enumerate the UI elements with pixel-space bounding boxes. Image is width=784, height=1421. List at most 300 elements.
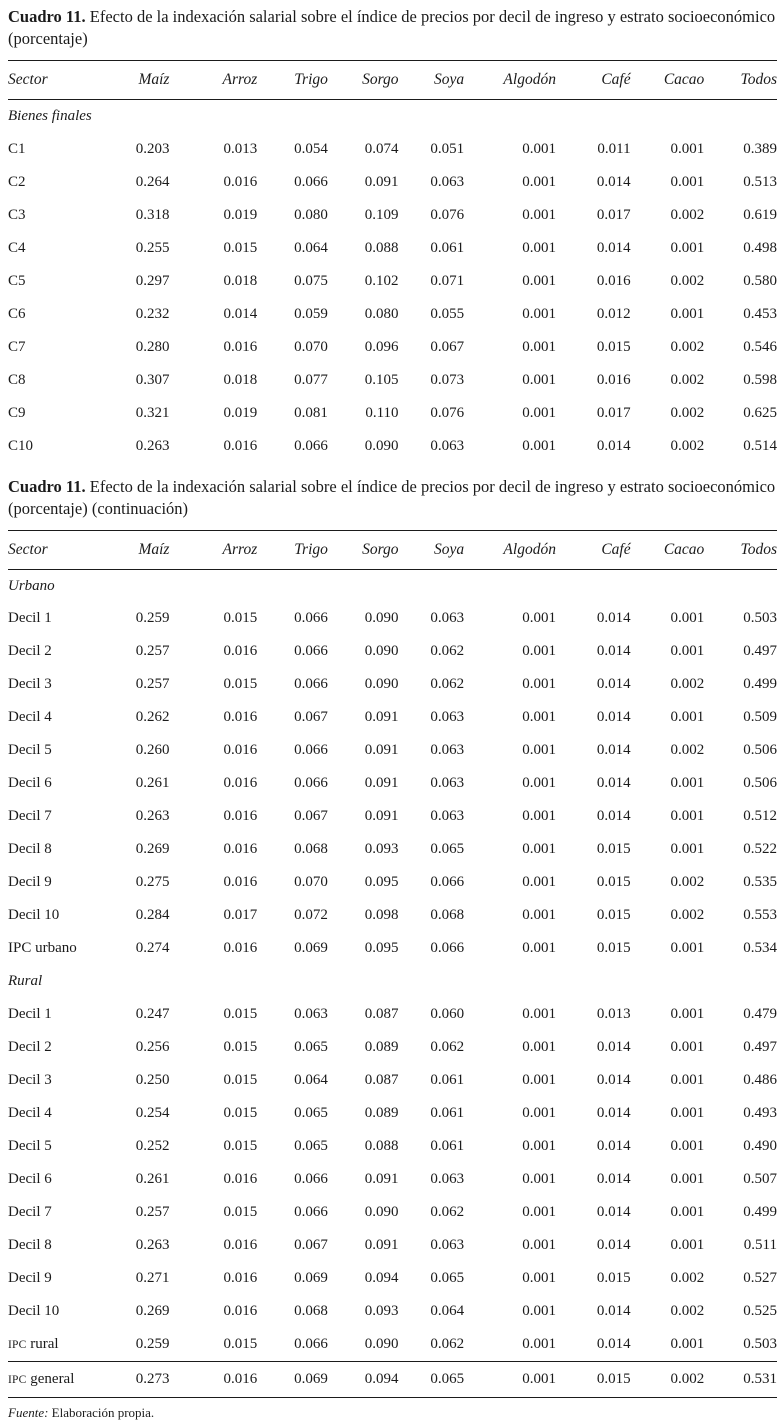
value-cell: 0.001: [670, 239, 705, 256]
value-cell: 0.094: [328, 1361, 399, 1397]
value-cell: 0.016: [596, 272, 631, 289]
row-label-cell: C7: [8, 338, 26, 355]
value-cell: 0.522: [743, 841, 777, 858]
value-cell: 0.016: [223, 1303, 258, 1320]
value-cell: 0.063: [430, 1237, 465, 1254]
value-cell: 0.259: [135, 1336, 170, 1353]
data-row: [8, 734, 777, 767]
value-cell: 0.015: [223, 1138, 258, 1155]
row-label-cell: Decil 5: [8, 1138, 52, 1155]
value-cell: 0.018: [223, 272, 258, 289]
value-cell: 0.531: [704, 1361, 777, 1397]
value-cell: 0.016: [223, 643, 258, 660]
row-label-cell: Decil 3: [8, 1072, 52, 1089]
value-cell: 0.001: [670, 1336, 705, 1353]
row-label-cell: C5: [8, 272, 26, 289]
value-cell: 0.019: [223, 404, 258, 421]
value-cell: 0.001: [522, 775, 556, 792]
table1-table: [8, 60, 777, 463]
value-cell: 0.018: [223, 371, 258, 388]
value-cell: 0.014: [596, 610, 631, 627]
value-cell: 0.001: [522, 1303, 556, 1320]
value-cell: 0.067: [294, 1237, 328, 1254]
value-cell: 0.061: [430, 1072, 465, 1089]
value-cell: 0.063: [430, 437, 465, 454]
table-head: [8, 530, 777, 569]
value-cell: 0.012: [596, 305, 631, 322]
row-label-smallcaps: IPC: [8, 1339, 27, 1352]
value-cell: 0.061: [430, 1138, 465, 1155]
table-body: [8, 100, 777, 463]
column-header: Soya: [399, 61, 465, 100]
value-cell: 0.001: [670, 140, 705, 157]
data-row: [8, 1196, 777, 1229]
row-label-cell: C10: [8, 437, 34, 454]
row-label-cell: Decil 4: [8, 1105, 52, 1122]
data-row: [8, 1262, 777, 1295]
value-cell: 0.061: [430, 239, 465, 256]
value-cell: 0.065: [399, 1361, 465, 1397]
value-cell: 0.264: [135, 173, 170, 190]
value-cell: 0.252: [135, 1138, 170, 1155]
value-cell: 0.260: [135, 742, 170, 759]
value-cell: 0.580: [743, 272, 777, 289]
value-cell: 0.068: [430, 907, 465, 924]
value-cell: 0.014: [596, 1072, 631, 1089]
table2-table: [8, 530, 777, 1398]
section-row: [8, 100, 777, 133]
value-cell: 0.318: [135, 206, 170, 223]
value-cell: 0.002: [670, 206, 705, 223]
value-cell: 0.011: [597, 140, 631, 157]
value-cell: 0.001: [522, 1006, 556, 1023]
value-cell: 0.247: [135, 1006, 170, 1023]
value-cell: 0.625: [743, 404, 777, 421]
section-label: Bienes finales: [8, 107, 92, 124]
value-cell: 0.497: [743, 643, 777, 660]
value-cell: 0.001: [522, 1270, 556, 1287]
value-cell: 0.321: [135, 404, 170, 421]
section-row: [8, 569, 777, 602]
value-cell: 0.015: [596, 338, 631, 355]
value-cell: 0.015: [596, 940, 631, 957]
value-cell: 0.064: [294, 1072, 328, 1089]
value-cell: 0.070: [294, 338, 328, 355]
value-cell: 0.066: [294, 1171, 328, 1188]
data-row: [8, 166, 777, 199]
data-row: [8, 1064, 777, 1097]
data-row: [8, 1163, 777, 1196]
value-cell: 0.069: [294, 940, 328, 957]
value-cell: 0.094: [364, 1270, 399, 1287]
value-cell: 0.002: [670, 404, 705, 421]
value-cell: 0.095: [364, 874, 399, 891]
value-cell: 0.062: [430, 676, 465, 693]
value-cell: 0.016: [223, 841, 258, 858]
value-cell: 0.002: [670, 371, 705, 388]
section-label: Rural: [8, 973, 43, 990]
value-cell: 0.263: [135, 437, 170, 454]
value-cell: 0.001: [522, 1138, 556, 1155]
value-cell: 0.017: [223, 907, 258, 924]
column-header: Algodón: [464, 61, 556, 100]
value-cell: 0.016: [223, 808, 258, 825]
row-label-cell: C6: [8, 305, 26, 322]
value-cell: 0.088: [364, 239, 399, 256]
data-row: [8, 635, 777, 668]
column-header: Cacao: [631, 530, 705, 569]
value-cell: 0.014: [596, 173, 631, 190]
table-body: [8, 569, 777, 1397]
data-row: [8, 1130, 777, 1163]
value-cell: 0.001: [522, 808, 556, 825]
value-cell: 0.013: [223, 140, 258, 157]
data-row: [8, 298, 777, 331]
value-cell: 0.001: [522, 874, 556, 891]
value-cell: 0.001: [522, 940, 556, 957]
data-row: [8, 133, 777, 166]
value-cell: 0.001: [670, 1171, 705, 1188]
value-cell: 0.503: [743, 1336, 777, 1353]
column-header: Café: [556, 61, 631, 100]
value-cell: 0.001: [670, 1138, 705, 1155]
column-header: Sector: [8, 530, 124, 569]
value-cell: 0.016: [223, 437, 258, 454]
row-label-cell: Decil 9: [8, 1270, 52, 1287]
value-cell: 0.072: [294, 907, 328, 924]
value-cell: 0.014: [596, 437, 631, 454]
source-note-text: Elaboración propia.: [48, 1404, 155, 1420]
value-cell: 0.080: [364, 305, 399, 322]
value-cell: 0.001: [522, 239, 556, 256]
value-cell: 0.088: [364, 1138, 399, 1155]
value-cell: 0.269: [135, 841, 170, 858]
value-cell: 0.507: [743, 1171, 777, 1188]
value-cell: 0.080: [294, 206, 328, 223]
value-cell: 0.257: [135, 643, 170, 660]
value-cell: 0.015: [223, 1204, 258, 1221]
value-cell: 0.001: [522, 404, 556, 421]
value-cell: 0.063: [430, 709, 465, 726]
value-cell: 0.110: [365, 404, 399, 421]
value-cell: 0.486: [743, 1072, 777, 1089]
value-cell: 0.259: [135, 610, 170, 627]
value-cell: 0.070: [294, 874, 328, 891]
value-cell: 0.001: [670, 643, 705, 660]
value-cell: 0.453: [743, 305, 777, 322]
value-cell: 0.066: [294, 775, 328, 792]
value-cell: 0.002: [670, 1303, 705, 1320]
column-header: Soya: [399, 530, 465, 569]
value-cell: 0.076: [430, 206, 465, 223]
value-cell: 0.014: [596, 1204, 631, 1221]
row-label-smallcaps: IPC: [8, 1373, 27, 1386]
value-cell: 0.280: [135, 338, 170, 355]
value-cell: 0.203: [135, 140, 170, 157]
row-label-cell: Decil 9: [8, 874, 52, 891]
value-cell: 0.499: [743, 676, 777, 693]
column-header: Sorgo: [328, 61, 399, 100]
value-cell: 0.534: [743, 940, 777, 957]
table2-title: [8, 476, 777, 520]
value-cell: 0.001: [670, 775, 705, 792]
value-cell: 0.017: [596, 206, 631, 223]
value-cell: 0.102: [364, 272, 399, 289]
value-cell: 0.091: [364, 742, 399, 759]
value-cell: 0.015: [223, 1006, 258, 1023]
value-cell: 0.511: [743, 1237, 777, 1254]
value-cell: 0.091: [364, 1237, 399, 1254]
value-cell: 0.061: [430, 1105, 465, 1122]
value-cell: 0.065: [294, 1105, 328, 1122]
value-cell: 0.001: [522, 305, 556, 322]
value-cell: 0.076: [430, 404, 465, 421]
value-cell: 0.546: [743, 338, 777, 355]
value-cell: 0.307: [135, 371, 170, 388]
value-cell: 0.098: [364, 907, 399, 924]
row-label-text: rural: [26, 1336, 59, 1353]
row-label-cell: C9: [8, 404, 26, 421]
value-cell: 0.002: [670, 742, 705, 759]
row-label-cell: Decil 1: [8, 1006, 52, 1023]
value-cell: 0.066: [294, 643, 328, 660]
value-cell: 0.017: [596, 404, 631, 421]
value-cell: 0.001: [522, 709, 556, 726]
value-cell: 0.001: [522, 610, 556, 627]
value-cell: 0.001: [522, 907, 556, 924]
value-cell: 0.014: [596, 1039, 631, 1056]
value-cell: 0.059: [294, 305, 328, 322]
data-row: [8, 397, 777, 430]
value-cell: 0.066: [430, 940, 465, 957]
value-cell: 0.066: [294, 437, 328, 454]
value-cell: 0.016: [223, 742, 258, 759]
value-cell: 0.014: [596, 1105, 631, 1122]
value-cell: 0.273: [124, 1361, 169, 1397]
value-cell: 0.002: [670, 874, 705, 891]
value-cell: 0.001: [522, 1072, 556, 1089]
value-cell: 0.001: [670, 940, 705, 957]
value-cell: 0.014: [596, 1138, 631, 1155]
row-label-cell: C8: [8, 371, 26, 388]
data-row: [8, 866, 777, 899]
value-cell: 0.091: [364, 173, 399, 190]
value-cell: 0.479: [743, 1006, 777, 1023]
value-cell: 0.054: [294, 140, 328, 157]
value-cell: 0.001: [522, 1039, 556, 1056]
value-cell: 0.109: [364, 206, 399, 223]
value-cell: 0.001: [522, 742, 556, 759]
row-label-cell: Decil 3: [8, 676, 52, 693]
value-cell: 0.066: [294, 1204, 328, 1221]
value-cell: 0.093: [364, 841, 399, 858]
value-cell: 0.066: [294, 610, 328, 627]
value-cell: 0.016: [223, 1270, 258, 1287]
value-cell: 0.063: [430, 173, 465, 190]
value-cell: 0.014: [596, 709, 631, 726]
value-cell: 0.014: [596, 808, 631, 825]
value-cell: 0.015: [596, 1270, 631, 1287]
value-cell: 0.055: [430, 305, 465, 322]
value-cell: 0.069: [257, 1361, 328, 1397]
value-cell: 0.095: [364, 940, 399, 957]
value-cell: 0.069: [294, 1270, 328, 1287]
value-cell: 0.002: [670, 907, 705, 924]
row-label-cell: Decil 5: [8, 742, 52, 759]
value-cell: 0.001: [522, 1204, 556, 1221]
column-header: Arroz: [169, 530, 257, 569]
value-cell: 0.002: [670, 272, 705, 289]
value-cell: 0.090: [364, 1336, 399, 1353]
value-cell: 0.001: [670, 1105, 705, 1122]
value-cell: 0.553: [743, 907, 777, 924]
value-cell: 0.001: [522, 272, 556, 289]
value-cell: 0.091: [364, 709, 399, 726]
value-cell: 0.002: [631, 1361, 705, 1397]
data-row: [8, 1097, 777, 1130]
value-cell: 0.001: [670, 1204, 705, 1221]
row-label-cell: Decil 4: [8, 709, 52, 726]
value-cell: 0.014: [223, 305, 258, 322]
value-cell: 0.064: [430, 1303, 465, 1320]
value-cell: 0.509: [743, 709, 777, 726]
value-cell: 0.068: [294, 1303, 328, 1320]
value-cell: 0.066: [294, 742, 328, 759]
value-cell: 0.089: [364, 1039, 399, 1056]
data-row: [8, 232, 777, 265]
section-label: Urbano: [8, 577, 55, 594]
row-label-text: general: [26, 1370, 75, 1387]
value-cell: 0.062: [430, 643, 465, 660]
value-cell: 0.001: [522, 1171, 556, 1188]
value-cell: 0.060: [430, 1006, 465, 1023]
value-cell: 0.013: [596, 1006, 631, 1023]
value-cell: 0.014: [596, 676, 631, 693]
value-cell: 0.503: [743, 610, 777, 627]
source-note: [8, 1405, 777, 1421]
value-cell: 0.087: [364, 1072, 399, 1089]
value-cell: 0.065: [430, 1270, 465, 1287]
value-cell: 0.001: [464, 1361, 556, 1397]
value-cell: 0.001: [670, 709, 705, 726]
value-cell: 0.001: [522, 643, 556, 660]
value-cell: 0.091: [364, 1171, 399, 1188]
value-cell: 0.090: [364, 437, 399, 454]
value-cell: 0.073: [430, 371, 465, 388]
value-cell: 0.090: [364, 610, 399, 627]
value-cell: 0.016: [223, 338, 258, 355]
data-row: [8, 932, 777, 965]
value-cell: 0.263: [135, 808, 170, 825]
value-cell: 0.001: [670, 808, 705, 825]
value-cell: 0.015: [223, 610, 258, 627]
value-cell: 0.001: [522, 140, 556, 157]
value-cell: 0.015: [596, 874, 631, 891]
value-cell: 0.001: [522, 206, 556, 223]
value-cell: 0.263: [135, 1237, 170, 1254]
value-cell: 0.063: [430, 610, 465, 627]
value-cell: 0.619: [743, 206, 777, 223]
value-cell: 0.506: [743, 742, 777, 759]
value-cell: 0.063: [294, 1006, 328, 1023]
value-cell: 0.016: [223, 1237, 258, 1254]
column-header: Algodón: [464, 530, 556, 569]
row-label-cell: Decil 1: [8, 610, 52, 627]
row-label-cell: Decil 2: [8, 643, 52, 660]
data-row: [8, 800, 777, 833]
value-cell: 0.014: [596, 742, 631, 759]
value-cell: 0.002: [670, 437, 705, 454]
value-cell: 0.275: [135, 874, 170, 891]
value-cell: 0.257: [135, 676, 170, 693]
value-cell: 0.514: [743, 437, 777, 454]
table2-title-label: Cuadro 11.: [8, 476, 86, 496]
header-row: [8, 530, 777, 569]
value-cell: 0.016: [223, 940, 258, 957]
value-cell: 0.015: [223, 1336, 258, 1353]
value-cell: 0.066: [294, 676, 328, 693]
value-cell: 0.090: [364, 676, 399, 693]
value-cell: 0.002: [670, 676, 705, 693]
value-cell: 0.261: [135, 1171, 170, 1188]
row-label-cell: Decil 10: [8, 1303, 60, 1320]
table2-title-text: Efecto de la indexación salarial sobre el índice de precios por decil de ingreso y estrato socioeconómico (porcentaje) (continuación): [8, 476, 776, 518]
source-note-label: Fuente:: [8, 1404, 49, 1420]
value-cell: 0.015: [556, 1361, 631, 1397]
value-cell: 0.513: [743, 173, 777, 190]
value-cell: 0.087: [364, 1006, 399, 1023]
data-row: [8, 602, 777, 635]
value-cell: 0.066: [294, 173, 328, 190]
value-cell: 0.261: [135, 775, 170, 792]
table1-title-text: Efecto de la indexación salarial sobre el índice de precios por decil de ingreso y estrato socioeconómico (porcentaje): [8, 7, 776, 49]
row-label-cell: Decil 7: [8, 808, 52, 825]
row-label-cell: Decil 7: [8, 1204, 52, 1221]
row-label-cell: C3: [8, 206, 26, 223]
value-cell: 0.001: [670, 1072, 705, 1089]
value-cell: 0.262: [135, 709, 170, 726]
table-head: [8, 61, 777, 100]
value-cell: 0.066: [430, 874, 465, 891]
value-cell: 0.014: [596, 1237, 631, 1254]
value-cell: 0.063: [430, 742, 465, 759]
value-cell: 0.019: [223, 206, 258, 223]
value-cell: 0.015: [223, 239, 258, 256]
data-row: [8, 701, 777, 734]
value-cell: 0.016: [223, 173, 258, 190]
value-cell: 0.250: [135, 1072, 170, 1089]
value-cell: 0.001: [522, 437, 556, 454]
data-row: [8, 668, 777, 701]
value-cell: 0.074: [364, 140, 399, 157]
value-cell: 0.067: [294, 808, 328, 825]
data-row: [8, 998, 777, 1031]
column-header: Maíz: [124, 61, 169, 100]
value-cell: 0.001: [522, 338, 556, 355]
row-label-cell: Decil 8: [8, 841, 52, 858]
value-cell: 0.014: [596, 1303, 631, 1320]
value-cell: 0.014: [596, 239, 631, 256]
value-cell: 0.015: [223, 1039, 258, 1056]
value-cell: 0.015: [223, 1072, 258, 1089]
data-row: [8, 1295, 777, 1328]
value-cell: 0.067: [294, 709, 328, 726]
column-header: Todos: [704, 530, 777, 569]
data-row: [8, 199, 777, 232]
data-row: [8, 364, 777, 397]
value-cell: 0.001: [670, 1237, 705, 1254]
value-cell: 0.089: [364, 1105, 399, 1122]
